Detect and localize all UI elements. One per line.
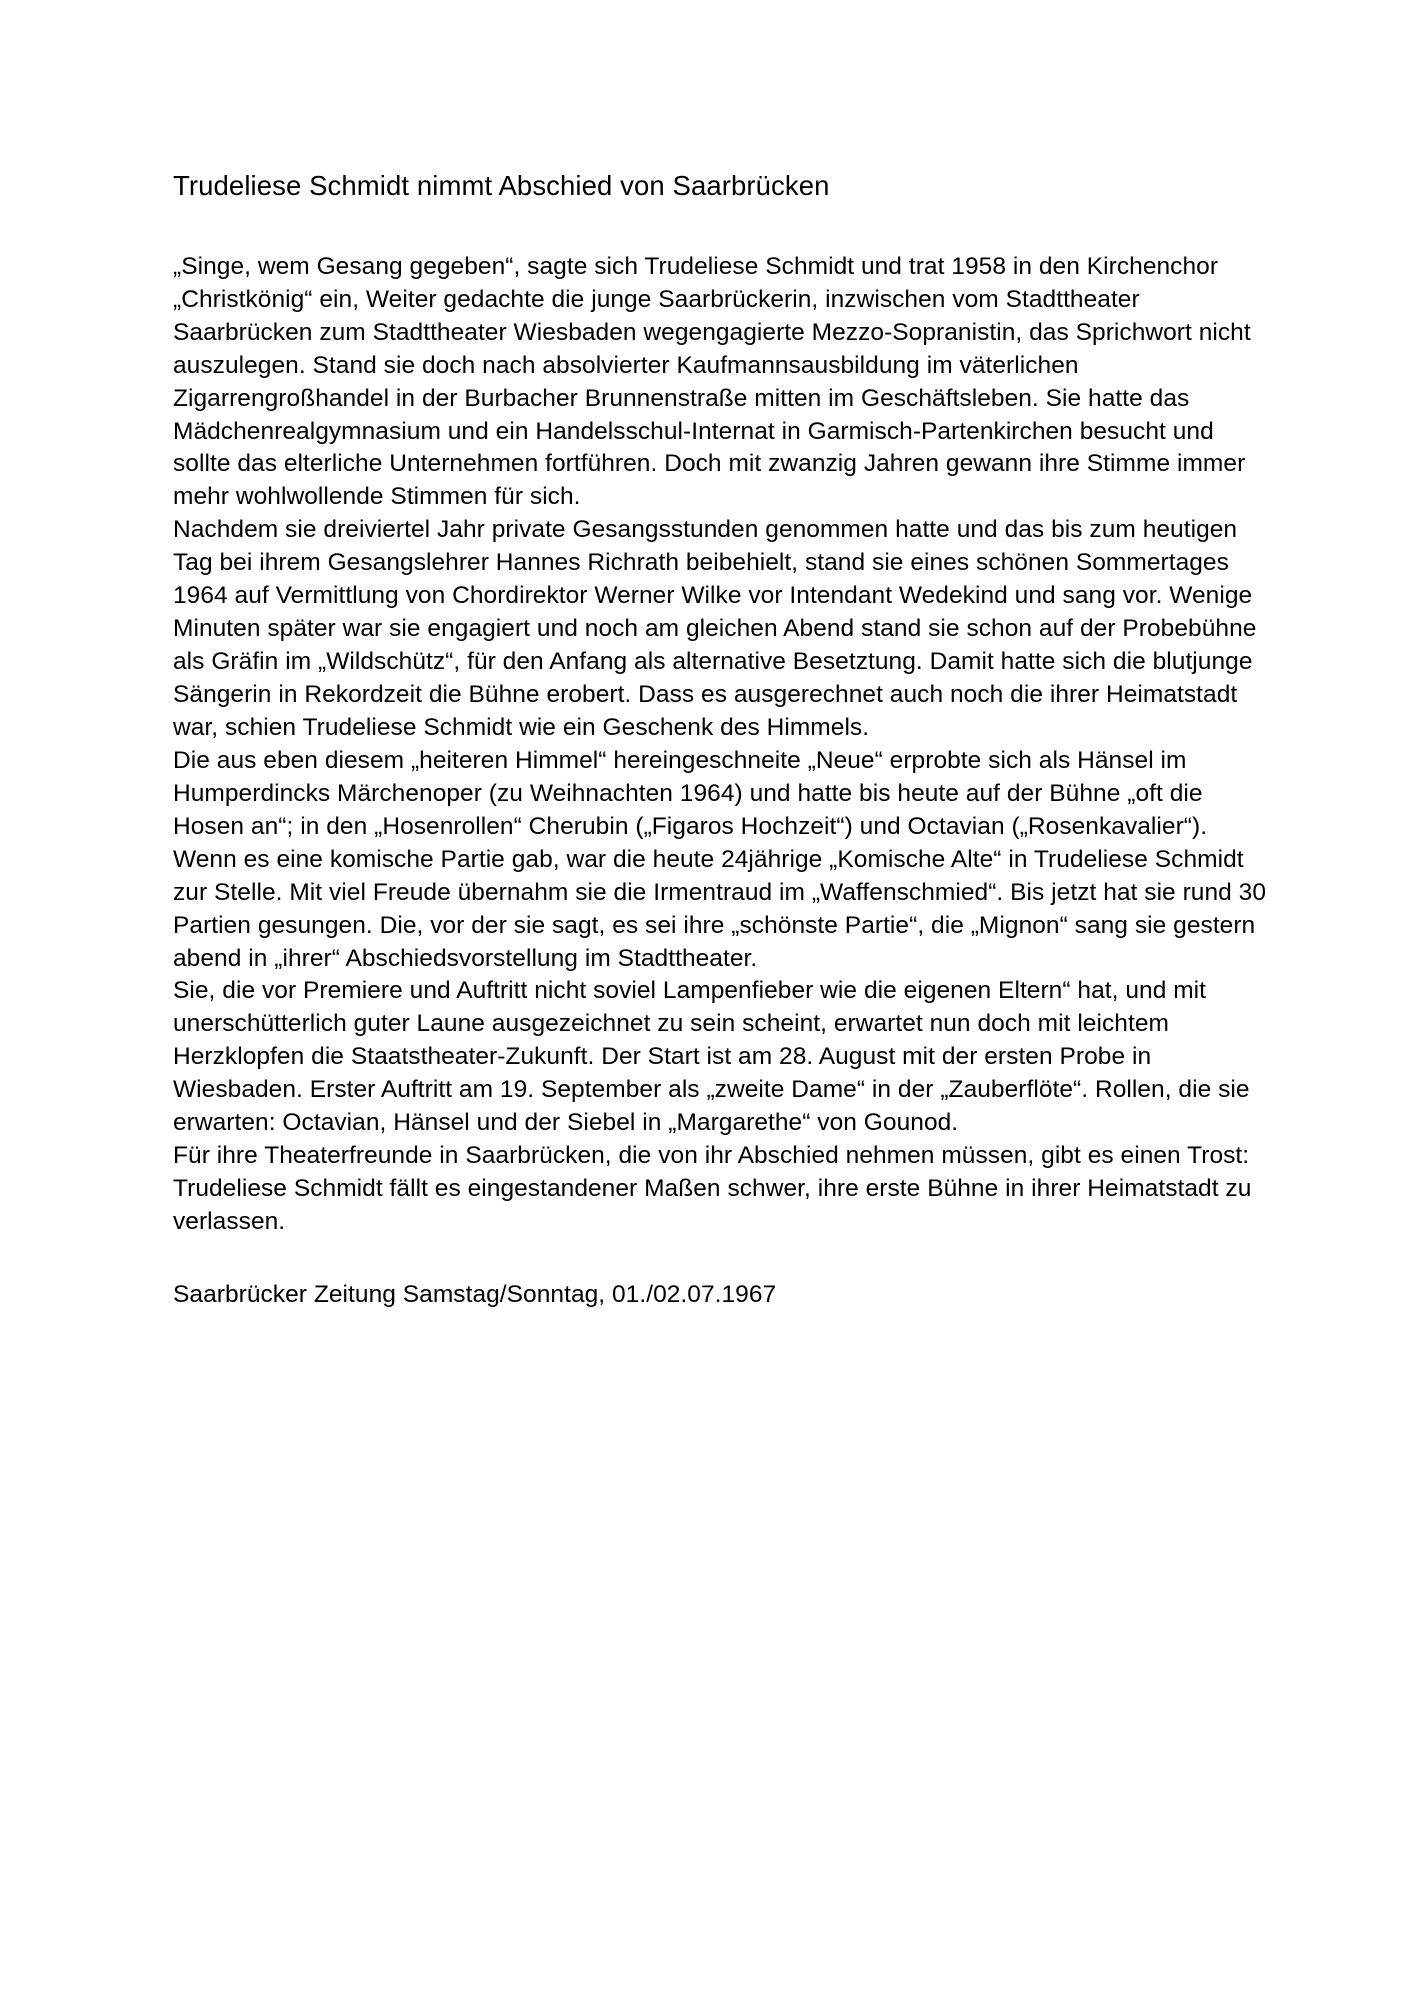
paragraph: Für ihre Theaterfreunde in Saarbrücken, die von ihr Abschied nehmen müssen, gibt es einen Trost: Trudeliese Schmidt fällt es eingestandener Maßen schwer, ihre erste Bühne in ihrer Heimatstadt zu verlassen. [173, 1142, 1252, 1236]
page-title: Trudeliese Schmidt nimmt Abschied von Saarbrücken [173, 170, 830, 201]
paragraph: „Singe, wem Gesang gegeben“, sagte sich Trudeliese Schmidt und trat 1958 in den Kirchenchor „Christkönig“ ein, Weiter gedachte die junge Saarbrückerin, inzwischen vom Stadttheater Saarbrücken zum Stadttheater Wiesbaden wegengagierte Mezzo-Sopranistin, das Sprichwort nicht auszulegen. Stand sie doch nach absolvierter Kaufmannsausbildung im väterlichen Zigarrengroßhandel in der Burbacher Brunnenstraße mitten im Geschäftsleben. Sie hatte das Mädchenrealgymnasium und ein Handelsschul-Internat in Garmisch-Partenkirchen besucht und sollte das elterliche Unternehmen fortführen. Doch mit zwanzig Jahren gewann ihre Stimme immer mehr wohlwollende Stimmen für sich. [173, 252, 1251, 511]
paragraph: Nachdem sie dreiviertel Jahr private Gesangsstunden genommen hatte und das bis zum heutigen Tag bei ihrem Gesangslehrer Hannes Richrath beibehielt, stand sie eines schönen Sommertages 1964 auf Vermittlung von Chordirektor Werner Wilke vor Intendant Wedekind und sang vor. Wenige Minuten später war sie engagiert und noch am gleichen Abend stand sie schon auf der Probebühne als Gräfin im „Wildschütz“, für den Anfang als alternative Besetztung. Damit hatte sich die blutjunge Sängerin in Rekordzeit die Bühne erobert. Dass es ausgerechnet auch noch die ihrer Heimatstadt war, schien Trudeliese Schmidt wie ein Geschenk des Himmels. [173, 516, 1257, 741]
article-text [173, 251, 1268, 1239]
paragraph: Die aus eben diesem „heiteren Himmel“ hereingeschneite „Neue“ erprobte sich als Hänsel im Humperdincks Märchenoper (zu Weihnachten 1964) und hatte bis heute auf der Bühne „oft die Hosen an“; in den „Hosenrollen“ Cherubin („Figaros Hochzeit“) und Octavian („Rosenkavalier“). Wenn es eine komische Partie gab, war die heute 24jährige „Komische Alte“ in Trudeliese Schmidt zur Stelle. Mit viel Freude übernahm sie die Irmentraud im „Waffenschmied“. Bis jetzt hat sie rund 30 Partien gesungen. Die, vor der sie sagt, es sei ihre „schönste Partie“, die „Mignon“ sang sie gestern abend in „ihrer“ Abschiedsvorstellung im Stadttheater. [173, 746, 1267, 972]
paragraph: Sie, die vor Premiere und Auftritt nicht soviel Lampenfieber wie die eigenen Eltern“ hat, und mit unerschütterlich guter Laune ausgezeichnet zu sein scheint, erwartet nun doch mit leichtem Herzklopfen die Staatstheater-Zukunft. Der Start ist am 28. August mit der ersten Probe in Wiesbaden. Erster Auftritt am 19. September als „zweite Dame“ in der „Zauberflöte“. Rollen, die sie erwarten: Octavian, Hänsel und der Siebel in „Margarethe“ von Gounod. [173, 977, 1250, 1137]
document-body [173, 168, 1268, 1312]
source-citation: Saarbrücker Zeitung Samstag/Sonntag, 01./02.07.1967 [173, 1280, 777, 1308]
